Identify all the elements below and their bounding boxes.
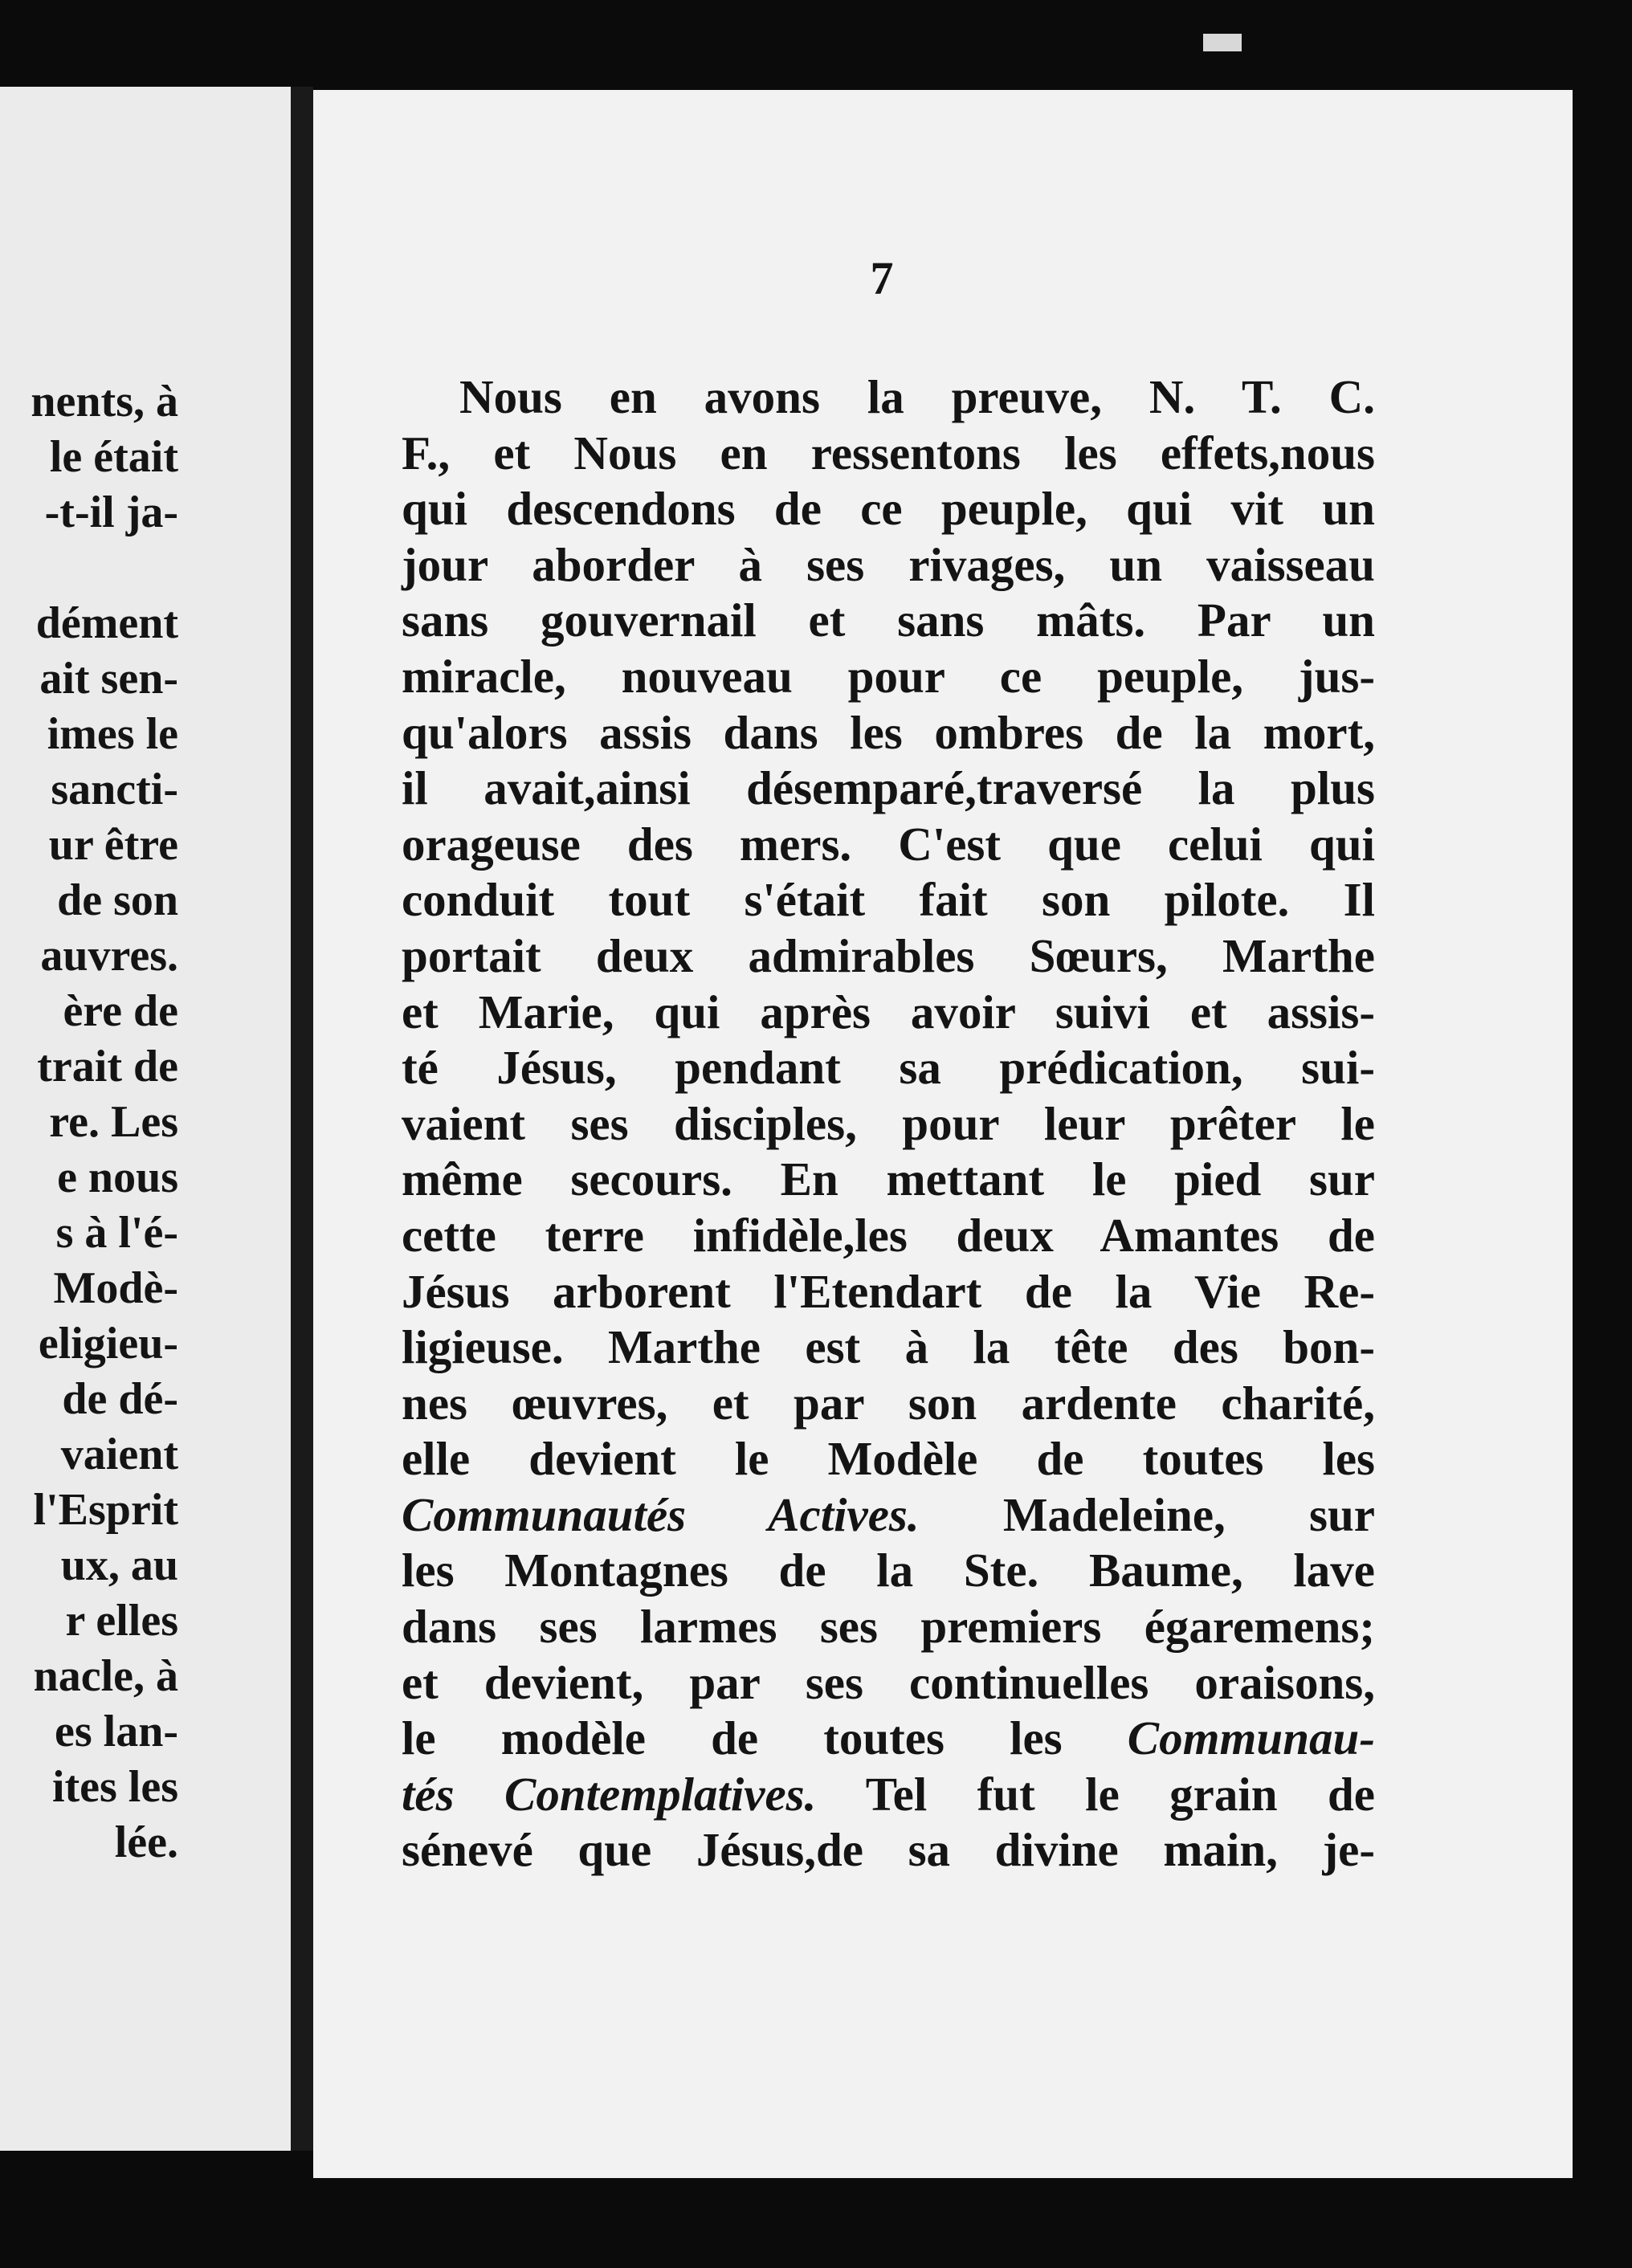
body-line: conduit tout s'était fait son pilote. Il <box>402 873 1375 927</box>
left-page-line: de dé- <box>62 1374 178 1424</box>
left-page-line: ère de <box>63 986 178 1036</box>
scan-speck <box>1203 34 1242 51</box>
left-page-line: s à l'é- <box>55 1208 178 1258</box>
italic-phrase: tés Contemplatives. <box>402 1767 817 1821</box>
left-page-line: ur être <box>48 820 178 870</box>
body-line: sénevé que Jésus,de sa divine main, je- <box>402 1823 1375 1877</box>
body-line <box>402 1487 1375 1544</box>
body-line: té Jésus, pendant sa prédication, sui- <box>402 1041 1375 1095</box>
left-page-line: re. Les <box>49 1097 178 1147</box>
body-line: sans gouvernail et sans mâts. Par un <box>402 594 1375 647</box>
body-line: nes œuvres, et par son ardente charité, <box>402 1376 1375 1430</box>
book-gutter <box>291 87 313 2151</box>
left-page-line: de son <box>57 875 178 925</box>
left-page-line: r elles <box>65 1596 178 1646</box>
body-line: cette terre infidèle,les deux Amantes de <box>402 1208 1375 1262</box>
left-page-line: e nous <box>57 1152 178 1202</box>
body-line <box>402 1711 1375 1767</box>
body-line: et Marie, qui après avoir suivi et assis- <box>402 985 1375 1038</box>
left-page <box>0 87 291 2151</box>
body-line: portait deux admirables Sœurs, Marthe <box>402 928 1375 982</box>
left-page-line: Modè- <box>53 1263 178 1313</box>
body-line <box>402 1767 1375 1823</box>
left-page-line: trait de <box>37 1042 178 1091</box>
line-text: le modèle de toutes les <box>402 1711 1128 1765</box>
left-page-line: es lan- <box>55 1707 178 1756</box>
body-line: et devient, par ses continuelles oraisons, <box>402 1655 1375 1709</box>
body-line: jour aborder à ses rivages, un vaisseau <box>402 537 1375 591</box>
left-page-line: auvres. <box>40 931 178 981</box>
line-text: Madeleine, sur <box>919 1487 1375 1541</box>
body-line: Nous en avons la preuve, N. T. C. <box>459 370 1375 423</box>
body-line: F., et Nous en ressentons les effets,nous <box>402 426 1375 479</box>
body-line: même secours. En mettant le pied sur <box>402 1152 1375 1206</box>
left-page-line: imes le <box>47 709 178 759</box>
left-page-line: le était <box>49 432 178 482</box>
body-line: orageuse des mers. C'est que celui qui <box>402 817 1375 871</box>
left-page-line: eligieu- <box>38 1319 178 1369</box>
body-line: il avait,ainsi désemparé,traversé la plus <box>402 761 1375 815</box>
body-line: qui descendons de ce peuple, qui vit un <box>402 482 1375 536</box>
body-line: vaient ses disciples, pour leur prêter le <box>402 1096 1375 1150</box>
body-line: qu'alors assis dans les ombres de la mort, <box>402 705 1375 759</box>
page-number: 7 <box>870 252 894 304</box>
body-line: miracle, nouveau pour ce peuple, jus- <box>402 649 1375 703</box>
left-page-line: nacle, à <box>33 1651 178 1701</box>
left-page-line: ites les <box>51 1762 178 1812</box>
left-page-line: sancti- <box>51 765 178 814</box>
italic-phrase: Communau- <box>1127 1711 1375 1765</box>
body-line: les Montagnes de la Ste. Baume, lave <box>402 1544 1375 1597</box>
left-page-line: nents, à <box>31 377 178 426</box>
body-line: elle devient le Modèle de toutes les <box>402 1432 1375 1486</box>
italic-phrase: Communautés Actives. <box>402 1487 920 1541</box>
body-line: dans ses larmes ses premiers égaremens; <box>402 1600 1375 1654</box>
body-line: Jésus arborent l'Etendart de la Vie Re- <box>402 1264 1375 1318</box>
body-line: ligieuse. Marthe est à la tête des bon- <box>402 1320 1375 1374</box>
body-text <box>402 369 1375 1878</box>
left-page-line: ait sen- <box>39 654 178 704</box>
left-page-line: dément <box>35 598 178 648</box>
left-page-line: vaient <box>60 1430 178 1479</box>
left-page-line: lée. <box>114 1817 178 1867</box>
line-text: Tel fut le grain de <box>816 1767 1375 1821</box>
left-page-line: l'Esprit <box>33 1485 178 1535</box>
left-page-line: ux, au <box>60 1540 178 1590</box>
left-page-line: -t-il ja- <box>44 487 178 537</box>
